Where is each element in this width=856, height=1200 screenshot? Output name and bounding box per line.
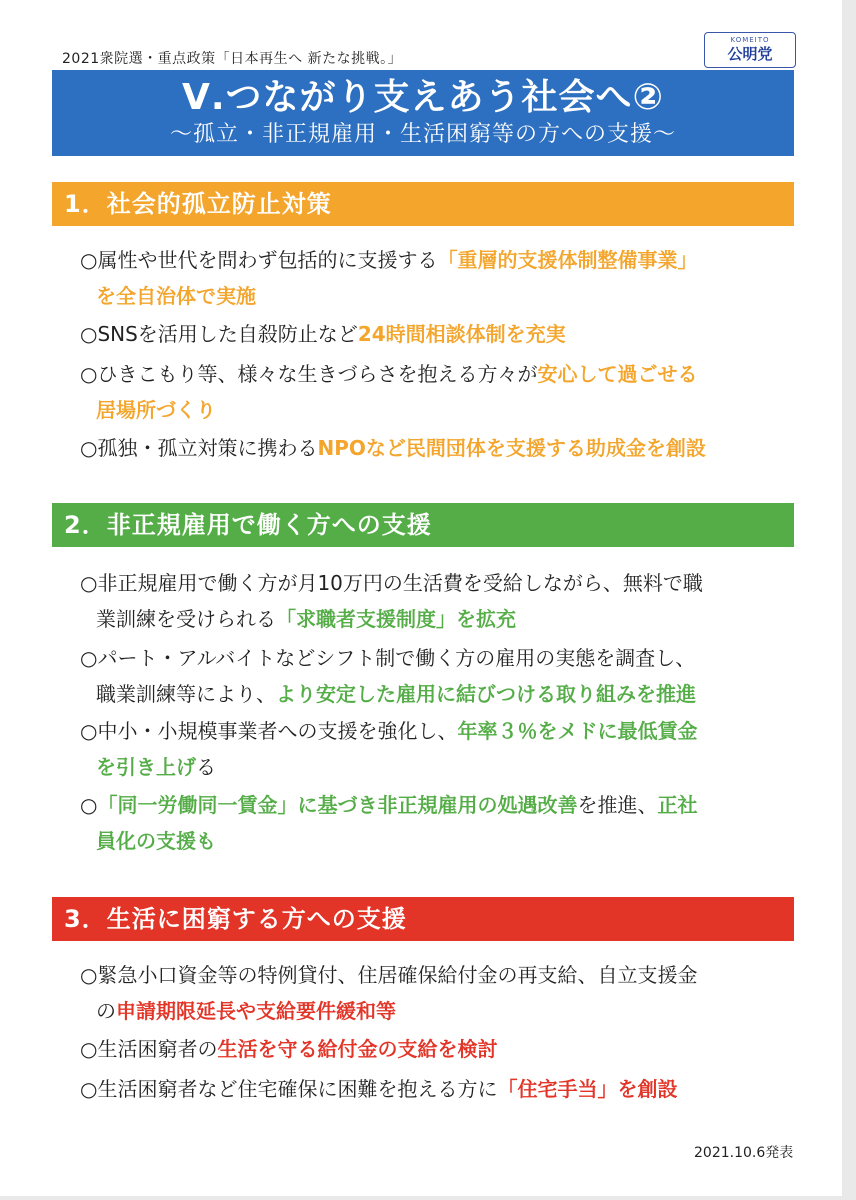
page-title: Ⅴ.つながり支えあう社会へ② — [181, 77, 665, 118]
list-item: ○非正規雇用で働く方が月10万円の生活費を受給しながら、無料で職 業訓練を受けられる「求職者支援制度」を拡充 — [80, 571, 703, 631]
komeito-logo — [704, 32, 796, 68]
section-heading-2: 2．非正規雇用で働く方への支援 — [52, 503, 794, 547]
list-item: ○生活困窮者など住宅確保に困難を抱える方に「住宅手当」を創設 — [80, 1077, 678, 1101]
title-banner — [52, 70, 794, 156]
list-item: ○中小・小規模事業者への支援を強化し、年率３％をメドに最低賃金 を引き上げる — [80, 719, 698, 779]
logo-main-text: 公明党 — [727, 45, 773, 63]
document-header-label: 2021衆院選・重点政策「日本再生へ 新たな挑戦。」 — [62, 51, 403, 67]
list-item: ○SNSを活用した自殺防止など24時間相談体制を充実 — [80, 322, 566, 346]
publish-date: 2021.10.6発表 — [694, 1145, 794, 1161]
list-item: ○孤独・孤立対策に携わるNPOなど民間団体を支援する助成金を創設 — [80, 436, 706, 460]
logo-small-text: KOMEITO — [730, 36, 770, 44]
list-item: ○パート・アルバイトなどシフト制で働く方の雇用の実態を調査し、 職業訓練等により、より安定した雇用に結びつける取り組みを推進 — [80, 646, 696, 706]
page-subtitle: 〜孤立・非正規雇用・生活困窮等の方への支援〜 — [169, 122, 676, 147]
section-heading-3: 3．生活に困窮する方への支援 — [52, 897, 794, 941]
section-heading-1: 1．社会的孤立防止対策 — [52, 182, 794, 226]
list-item: ○生活困窮者の生活を守る給付金の支給を検討 — [80, 1037, 498, 1061]
list-item: ○「同一労働同一賃金」に基づき非正規雇用の処遇改善を推進、正社 員化の支援も — [80, 793, 698, 853]
list-item: ○ひきこもり等、様々な生きづらさを抱える方々が安心して過ごせる 居場所づくり — [80, 362, 698, 422]
list-item: ○属性や世代を問わず包括的に支援する「重層的支援体制整備事業」 を全自治体で実施 — [80, 248, 698, 308]
list-item: ○緊急小口資金等の特例貸付、住居確保給付金の再支給、自立支援金 の申請期限延長や支給要件緩和等 — [80, 963, 698, 1023]
